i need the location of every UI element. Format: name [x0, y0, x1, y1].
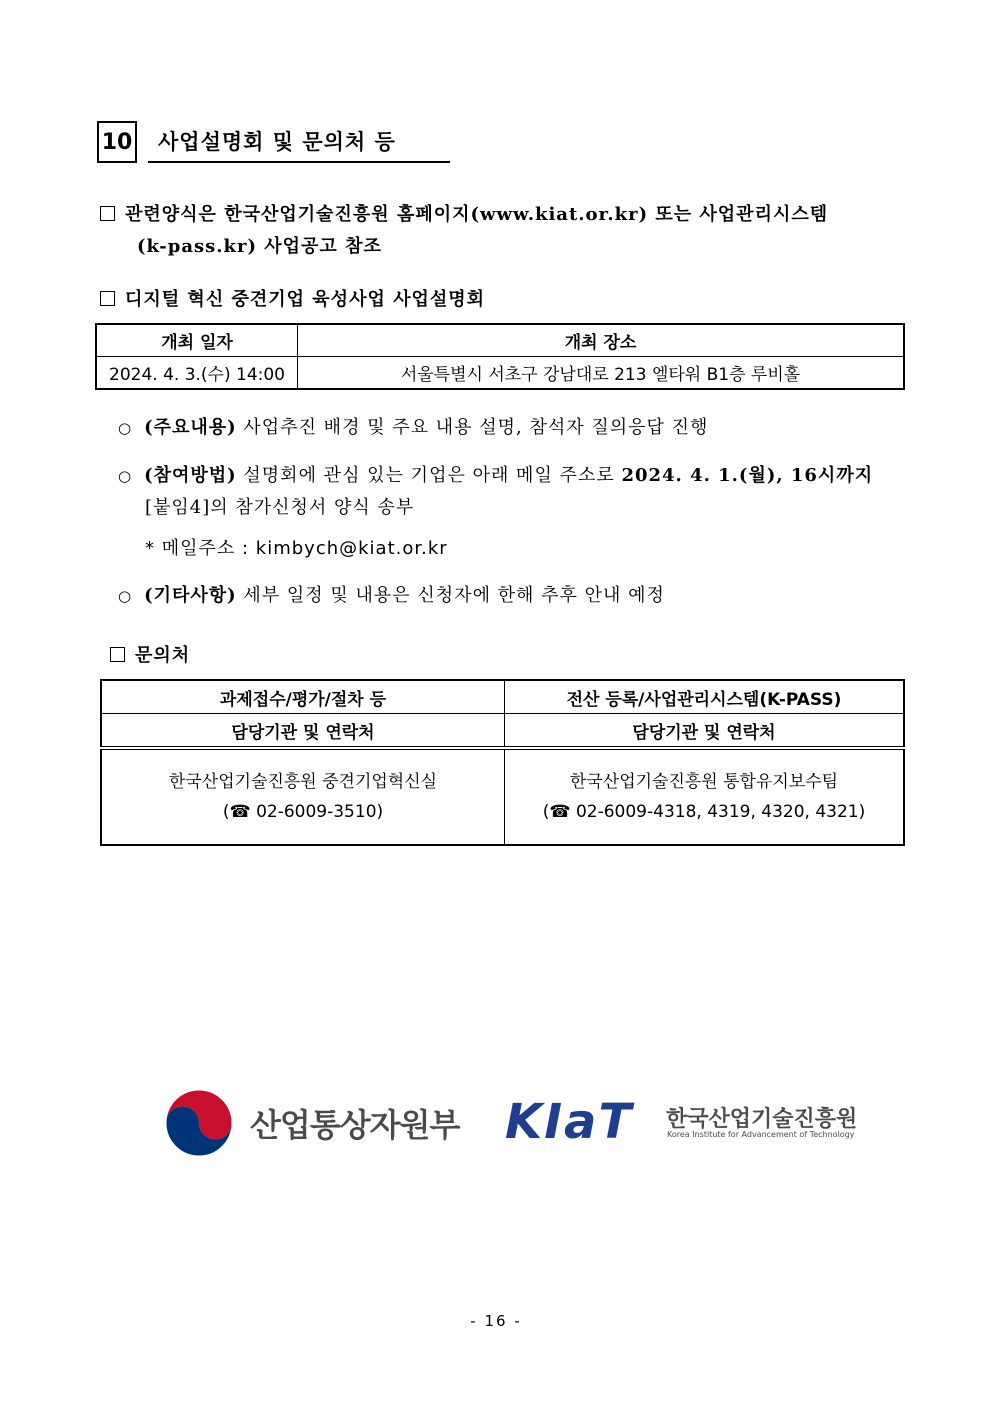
contact-col1-body — [101, 748, 505, 845]
briefing-date-header: 개최 일자 — [96, 324, 298, 357]
kiat-name-en: Korea Institute for Advancement of Technology — [667, 1130, 855, 1139]
briefing-table — [95, 323, 905, 390]
contact-col1-header: 과제접수/평가/절차 등 — [101, 680, 505, 714]
bullet-text-line2: [붙임4]의 참가신청서 양식 송부 — [145, 497, 415, 518]
section-title: 사업설명회 및 문의처 등 — [148, 125, 450, 163]
contact-col2-org: 한국산업기술진흥원 통합유지보수팀 — [569, 772, 839, 792]
notice-line-2: (k-pass.kr) 사업공고 참조 — [137, 236, 382, 257]
notice-related-forms — [100, 199, 900, 263]
briefing-bullet-main — [118, 412, 908, 444]
motie-name: 산업통상자원부 — [250, 1106, 460, 1144]
circle-bullet-icon: ○ — [118, 467, 133, 485]
phone-icon: ☎ — [549, 802, 571, 822]
bullet-text: 사업추진 배경 및 주요 내용 설명, 참석자 질의응답 진행 — [236, 417, 709, 438]
motie-emblem-icon — [162, 1088, 236, 1158]
contact-heading-text: 문의처 — [135, 645, 191, 666]
briefing-place-header: 개최 장소 — [298, 324, 905, 357]
contact-col2-phone: 02-6009-4318, 4319, 4320, 4321) — [575, 802, 866, 822]
bullet-label: (참여방법) — [144, 465, 237, 486]
briefing-bullet-participation — [118, 460, 908, 524]
bullet-label: (주요내용) — [144, 417, 237, 438]
circle-bullet-icon: ○ — [118, 587, 133, 605]
bullet-text: 설명회에 관심 있는 기업은 아래 메일 주소로 — [236, 465, 622, 486]
page-number: - 16 - — [470, 1312, 522, 1330]
briefing-place-value: 서울특별시 서초구 강남대로 213 엘타워 B1층 루비홀 — [298, 357, 905, 390]
contact-col1-phone: 02-6009-3510) — [256, 802, 384, 822]
briefing-bullet-other — [118, 580, 908, 612]
paren: ( — [542, 802, 550, 822]
paren: ( — [222, 802, 230, 822]
mail-note: * 메일주소 : kimbych@kiat.or.kr — [145, 538, 448, 559]
checkbox-square-icon — [110, 647, 125, 662]
checkbox-square-icon — [100, 291, 115, 306]
kiat-logo-mark: KIaT — [505, 1094, 634, 1150]
contact-col1-subheader: 담당기관 및 연락처 — [101, 714, 505, 749]
checkbox-square-icon — [100, 206, 115, 221]
bullet-text: 세부 일정 및 내용은 신청자에 한해 추후 안내 예정 — [236, 585, 665, 606]
contact-col1-org: 한국산업기술진흥원 중견기업혁신실 — [168, 772, 438, 792]
bullet-label: (기타사항) — [144, 585, 237, 606]
bullet-deadline: 2024. 4. 1.(월), 16시까지 — [621, 465, 874, 486]
kiat-name-ko: 한국산업기술진흥원 — [666, 1107, 858, 1132]
briefing-date-value: 2024. 4. 3.(수) 14:00 — [96, 357, 298, 390]
briefing-heading-text: 디지털 혁신 중견기업 육성사업 사업설명회 — [125, 289, 486, 310]
section-number: 10 — [97, 121, 137, 163]
circle-bullet-icon: ○ — [118, 419, 133, 437]
notice-line-1: 관련양식은 한국산업기술진흥원 홈페이지(www.kiat.or.kr) 또는 사업관리시스템 — [125, 204, 829, 225]
phone-icon: ☎ — [229, 802, 251, 822]
contact-col2-header: 전산 등록/사업관리시스템(K-PASS) — [505, 680, 905, 714]
contact-table — [100, 679, 905, 846]
contact-col2-body — [505, 748, 905, 845]
briefing-heading — [100, 284, 900, 316]
contact-heading — [110, 640, 190, 672]
contact-col2-subheader: 담당기관 및 연락처 — [505, 714, 905, 749]
